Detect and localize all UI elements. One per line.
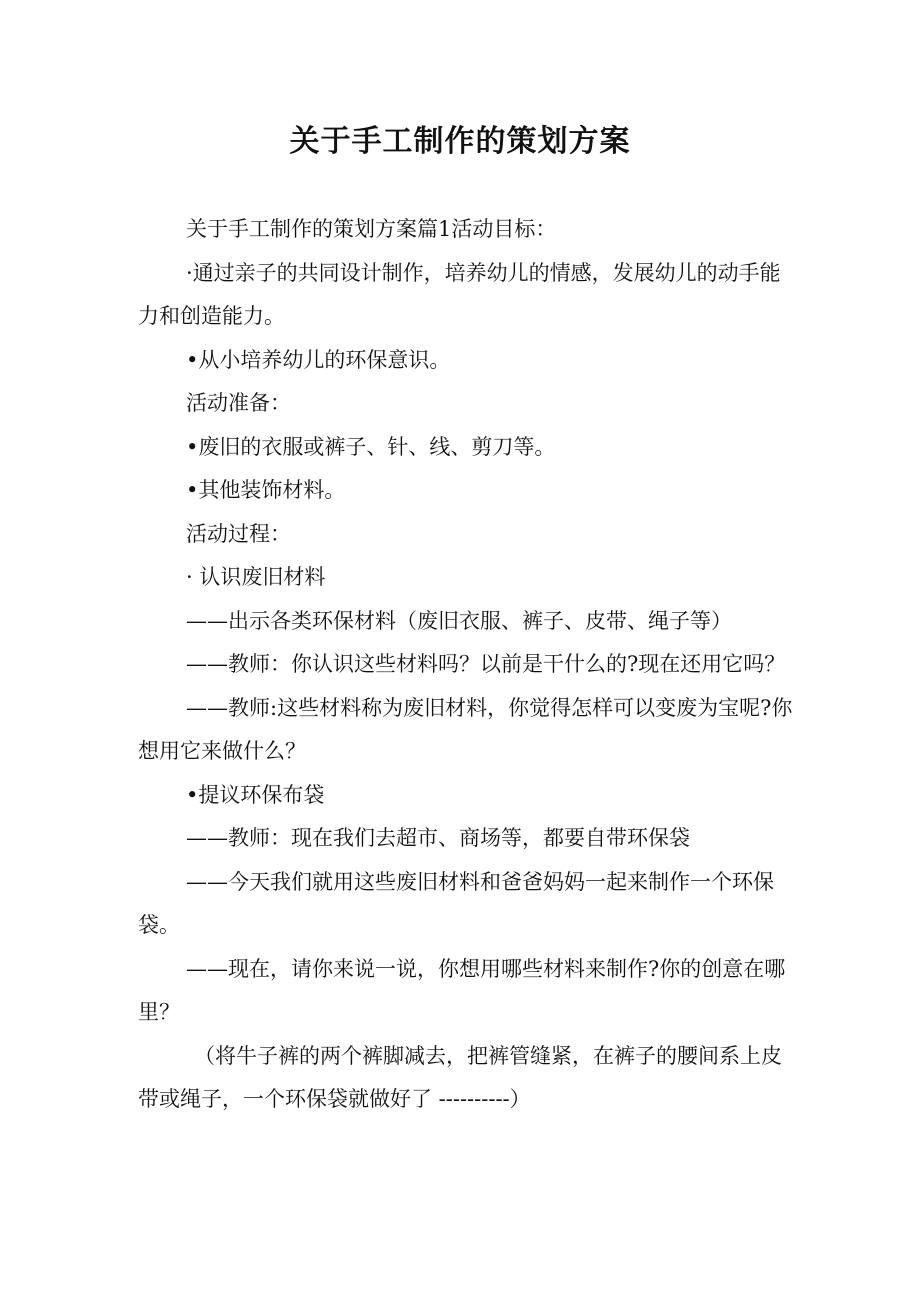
- paragraph-step-2: •提议环保布袋: [186, 782, 325, 807]
- paragraph-step-2-b: ——今天我们就用这些废旧材料和爸爸妈妈一起来制作一个环保袋。: [138, 869, 774, 937]
- paragraph-step-1-c: ——教师:这些材料称为废旧材料，你觉得怎样可以变废为宝呢?你想用它来做什么？: [138, 695, 793, 763]
- paragraph-prep-2: •其他装饰材料。: [186, 478, 346, 502]
- paragraph-step-1-a: ——出示各类环保材料（废旧衣服、裤子、皮带、绳子等）: [186, 608, 732, 633]
- paragraph-goal-2: •从小培养幼儿的环保意识。: [186, 347, 451, 372]
- paragraph-prep-1: •废旧的衣服或裤子、针、线、剪刀等。: [186, 434, 556, 459]
- paragraph-prep-heading: 活动准备：: [186, 391, 291, 415]
- paragraph-step-2-a: ——教师：现在我们去超市、商场等，都要自带环保袋: [186, 826, 690, 850]
- document-body: [138, 208, 798, 1122]
- paragraph-step-1: · 认识废旧材料: [186, 565, 326, 589]
- paragraph-step-1-b: ——教师：你认识这些材料吗？以前是干什么的?现在还用它吗？: [186, 652, 786, 676]
- document-title: 关于手工制作的策划方案: [289, 124, 631, 159]
- paragraph-intro: 关于手工制作的策划方案篇1活动目标：: [186, 217, 557, 241]
- paragraph-step-2-c: ——现在，请你来说一说，你想用哪些材料来制作?你的创意在哪里？: [138, 956, 786, 1024]
- paragraph-goal-1: ·通过亲子的共同设计制作，培养幼儿的情感，发展幼儿的动手能力和创造能力。: [138, 260, 781, 328]
- paragraph-note: （将牛子裤的两个裤脚减去，把裤管缝紧，在裤子的腰间系上皮带或绳子，一个环保袋就做好了 ----------）: [138, 1043, 782, 1111]
- paragraph-process-heading: 活动过程：: [186, 521, 291, 546]
